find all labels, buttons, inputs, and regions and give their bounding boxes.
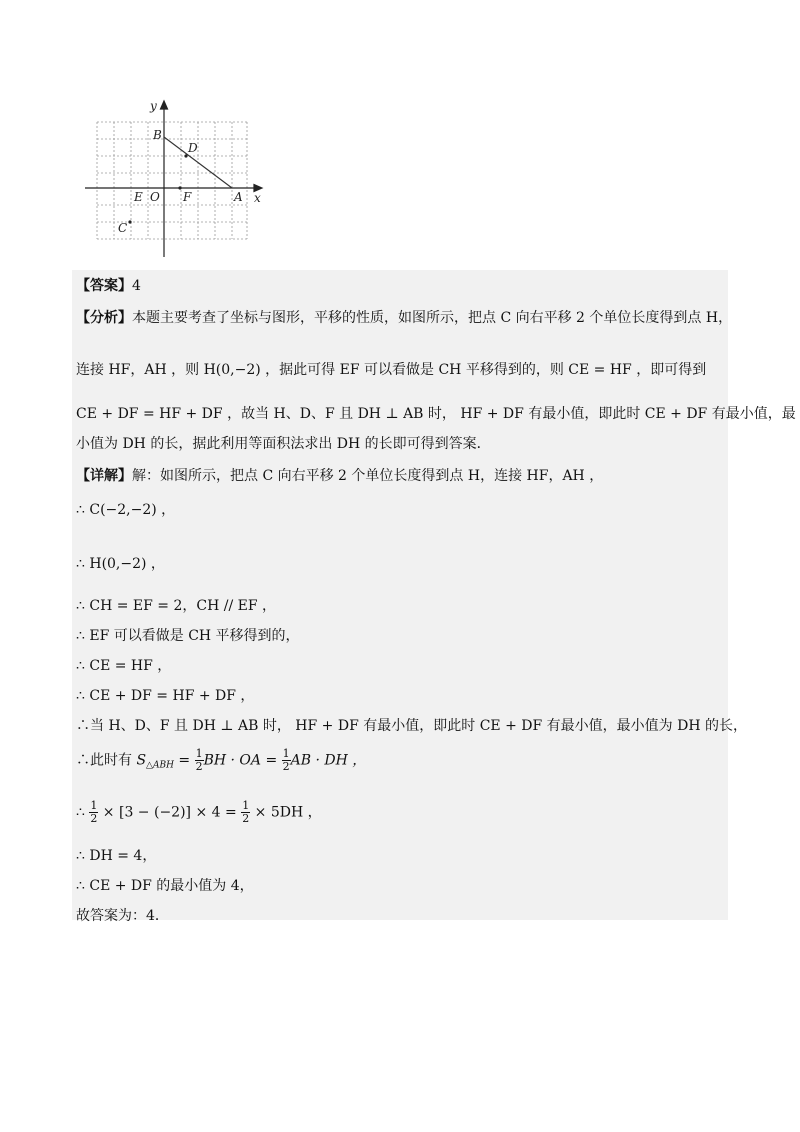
analysis-tag: 【分析】 — [76, 310, 132, 326]
answer-tag: 【答案】 — [76, 278, 132, 294]
coordinate-plane — [80, 92, 280, 262]
point-c-dot — [128, 220, 131, 223]
detail-step-2: ∴ H(0,−2) ， — [76, 556, 165, 572]
analysis-line-2: 连接 HF，AH ，则 H(0,−2) ，据此可得 EF 可以看做是 CH 平移得到的，则 CE = HF ，即可得到 — [76, 362, 707, 378]
answer-value: 4 — [132, 278, 141, 294]
detail-step-3: ∴ CH = EF = 2，CH // EF ， — [76, 598, 277, 614]
detail-step-7: ∴当 H、D、F 且 DH ⊥ AB 时， HF + DF 有最小值，即此时 CE + DF 有最小值，最小值为 DH 的长， — [76, 718, 747, 734]
detail-step-8 — [76, 748, 366, 776]
label-x: x — [254, 191, 261, 205]
step8-term-1: BH · OA = — [203, 752, 282, 769]
coordinate-figure — [80, 92, 280, 262]
detail-step-4: ∴ EF 可以看做是 CH 平移得到的， — [76, 628, 300, 644]
y-axis-arrow — [161, 101, 168, 109]
fraction-half-3 — [89, 800, 98, 825]
step9-middle: × [3 − (−2)] × 4 = — [98, 804, 242, 821]
fraction-numerator: 1 — [242, 799, 250, 812]
detail-step-10: ∴ DH = 4， — [76, 848, 157, 864]
area-symbol: S — [136, 752, 147, 769]
detail-step-12: 故答案为：4． — [76, 908, 169, 924]
label-d: D — [188, 141, 198, 155]
segment-ab — [164, 137, 232, 188]
detail-step-11: ∴ CE + DF 的最小值为 4， — [76, 878, 254, 894]
fraction-denominator: 2 — [282, 760, 290, 773]
label-f: F — [183, 190, 192, 204]
step8-eq: = — [173, 752, 195, 769]
step8-prefix: ∴此时有 — [76, 752, 137, 769]
fraction-numerator: 1 — [195, 747, 203, 760]
detail-step-6: ∴ CE + DF = HF + DF ， — [76, 688, 255, 704]
fraction-denominator: 2 — [90, 812, 98, 825]
fraction-half-2 — [282, 748, 291, 773]
area-subscript: △ABH — [146, 760, 174, 771]
step9-prefix: ∴ — [76, 804, 90, 821]
label-y: y — [150, 99, 157, 113]
detail-step-5: ∴ CE = HF ， — [76, 658, 172, 674]
fraction-numerator: 1 — [282, 747, 290, 760]
analysis-line-4: 小值为 DH 的长，据此利用等面积法求出 DH 的长即可得到答案． — [76, 436, 491, 452]
analysis-line-1 — [76, 308, 732, 328]
detail-step-9 — [76, 800, 322, 825]
fraction-half-4 — [241, 800, 250, 825]
fraction-denominator: 2 — [195, 760, 203, 773]
fraction-numerator: 1 — [90, 799, 98, 812]
fraction-denominator: 2 — [242, 812, 250, 825]
detail-step-1: ∴ C(−2,−2) ， — [76, 502, 176, 518]
analysis-text-1: 本题主要考查了坐标与图形，平移的性质，如图所示，把点 C 向右平移 2 个单位长度得到点 H， — [132, 310, 733, 326]
label-e: E — [134, 190, 143, 204]
detail-tag: 【详解】 — [76, 468, 132, 484]
step9-end: × 5DH ， — [250, 804, 322, 821]
answer-line — [76, 276, 141, 296]
label-b: B — [153, 128, 162, 142]
label-a: A — [234, 190, 243, 204]
label-c: C — [118, 221, 128, 235]
fraction-half-1 — [195, 748, 204, 773]
label-o: O — [150, 190, 160, 204]
analysis-line-3: CE + DF = HF + DF ，故当 H、D、F 且 DH ⊥ AB 时， HF + DF 有最小值，即此时 CE + DF 有最小值，最 — [76, 406, 796, 422]
detail-text-1: 解：如图所示，把点 C 向右平移 2 个单位长度得到点 H，连接 HF，AH ， — [132, 468, 604, 484]
step8-term-2: AB · DH ， — [290, 752, 367, 769]
point-f-dot — [178, 186, 181, 189]
detail-line-1 — [76, 466, 603, 486]
